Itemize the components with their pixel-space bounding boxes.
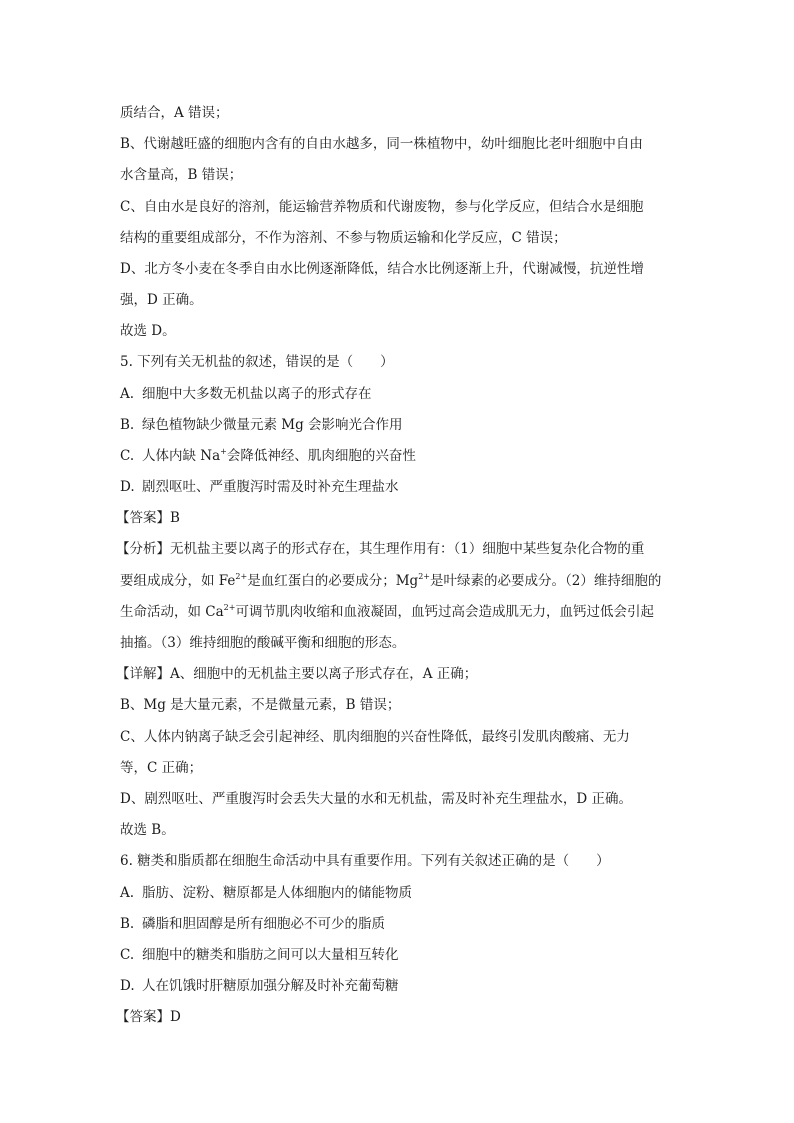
q5-answer: 【答案】B bbox=[116, 510, 180, 526]
option-text: 磷脂和胆固醇是所有细胞必不可少的脂质 bbox=[142, 916, 385, 932]
option-letter: A. bbox=[120, 885, 135, 901]
q5-detail-line: C、人体内钠离子缺乏会引起神经、肌肉细胞的兴奋性降低，最终引发肌肉酸痛、无力 bbox=[120, 729, 630, 745]
option-text: 人体内缺 Na bbox=[142, 448, 221, 464]
option-letter: D. bbox=[120, 978, 135, 994]
text-span: 是血红蛋白的必要成分；Mg bbox=[247, 573, 419, 589]
superscript: 2+ bbox=[418, 572, 430, 581]
q6-option-c bbox=[120, 946, 399, 964]
text-line: 强，D 正确。 bbox=[120, 292, 203, 308]
text-line: 质结合，A 错误； bbox=[120, 105, 229, 121]
q5-option-b bbox=[120, 416, 403, 434]
option-letter: B. bbox=[120, 417, 135, 433]
q5-analysis-line: 【分析】无机盐主要以离子的形式存在，其生理作用有：（1）细胞中某些复杂化合物的重 bbox=[116, 541, 645, 557]
q5-option-a bbox=[120, 385, 372, 403]
q5-detail-line: B、Mg 是大量元素，不是微量元素，B 错误； bbox=[120, 697, 401, 713]
q6-option-d bbox=[120, 977, 399, 995]
option-text: 剧烈呕吐、严重腹泻时需及时补充生理盐水 bbox=[142, 479, 399, 495]
option-text: 细胞中大多数无机盐以离子的形式存在 bbox=[142, 386, 372, 402]
q6-option-b bbox=[120, 915, 385, 933]
option-text: 绿色植物缺少微量元素 Mg 会影响光合作用 bbox=[142, 417, 403, 433]
q5-detail-line: 【详解】A、细胞中的无机盐主要以离子形式存在，A 正确； bbox=[116, 666, 478, 682]
option-text: 脂肪、淀粉、糖原都是人体细胞内的储能物质 bbox=[142, 885, 412, 901]
q6-answer: 【答案】D bbox=[116, 1009, 181, 1025]
text-span: 可调节肌肉收缩和血液凝固，血钙过高会造成肌无力，血钙过低会引起 bbox=[235, 604, 654, 620]
q5-detail-line: 故选 B。 bbox=[120, 822, 175, 838]
text-span: 要组成成分，如 Fe bbox=[120, 573, 236, 589]
q5-option-c bbox=[120, 447, 416, 465]
superscript: 2+ bbox=[223, 603, 236, 612]
option-text: 细胞中的糖类和脂肪之间可以大量相互转化 bbox=[142, 947, 399, 963]
q5-detail-line: D、剧烈呕吐、严重腹泻时会丢失大量的水和无机盐，需及时补充生理盐水，D 正确。 bbox=[120, 791, 632, 807]
q6-option-a bbox=[120, 884, 412, 902]
superscript: + bbox=[220, 447, 227, 456]
option-letter: B. bbox=[120, 916, 135, 932]
text-line: 水含量高，B 错误； bbox=[120, 167, 243, 183]
text-span: 生命活动，如 Ca bbox=[120, 604, 224, 620]
text-line: B、代谢越旺盛的细胞内含有的自由水越多，同一株植物中，幼叶细胞比老叶细胞中自由 bbox=[120, 136, 643, 152]
option-text: 人在饥饿时肝糖原加强分解及时补充葡萄糖 bbox=[142, 978, 399, 994]
text-line: 结构的重要组成部分，不作为溶剂、不参与物质运输和化学反应，C 错误； bbox=[120, 230, 567, 246]
text-span: 是叶绿素的必要成分。（2）维持细胞的 bbox=[429, 573, 662, 589]
text-line: 故选 D。 bbox=[120, 323, 176, 339]
q5-option-d bbox=[120, 478, 399, 496]
option-letter: D. bbox=[120, 479, 135, 495]
question-6-stem: 6. 糖类和脂质都在细胞生命活动中具有重要作用。下列有关叙述正确的是（ ） bbox=[120, 853, 610, 869]
option-letter: C. bbox=[120, 947, 135, 963]
question-5-stem: 5. 下列有关无机盐的叙述，错误的是（ ） bbox=[120, 354, 394, 370]
q5-analysis-line bbox=[120, 603, 654, 621]
superscript: 2+ bbox=[235, 572, 248, 581]
option-letter: A. bbox=[120, 386, 135, 402]
text-line: D、北方冬小麦在冬季自由水比例逐渐降低，结合水比例逐渐上升，代谢减慢，抗逆性增 bbox=[120, 261, 644, 277]
q5-analysis-line: 抽搐。（3）维持细胞的酸碱平衡和细胞的形态。 bbox=[120, 635, 406, 651]
option-letter: C. bbox=[120, 448, 135, 464]
text-line: C、自由水是良好的溶剂，能运输营养物质和代谢废物，参与化学反应，但结合水是细胞 bbox=[120, 199, 644, 215]
option-text: 会降低神经、肌肉细胞的兴奋性 bbox=[226, 448, 416, 464]
q5-analysis-line bbox=[120, 572, 661, 590]
q5-detail-line: 等，C 正确； bbox=[120, 760, 203, 776]
